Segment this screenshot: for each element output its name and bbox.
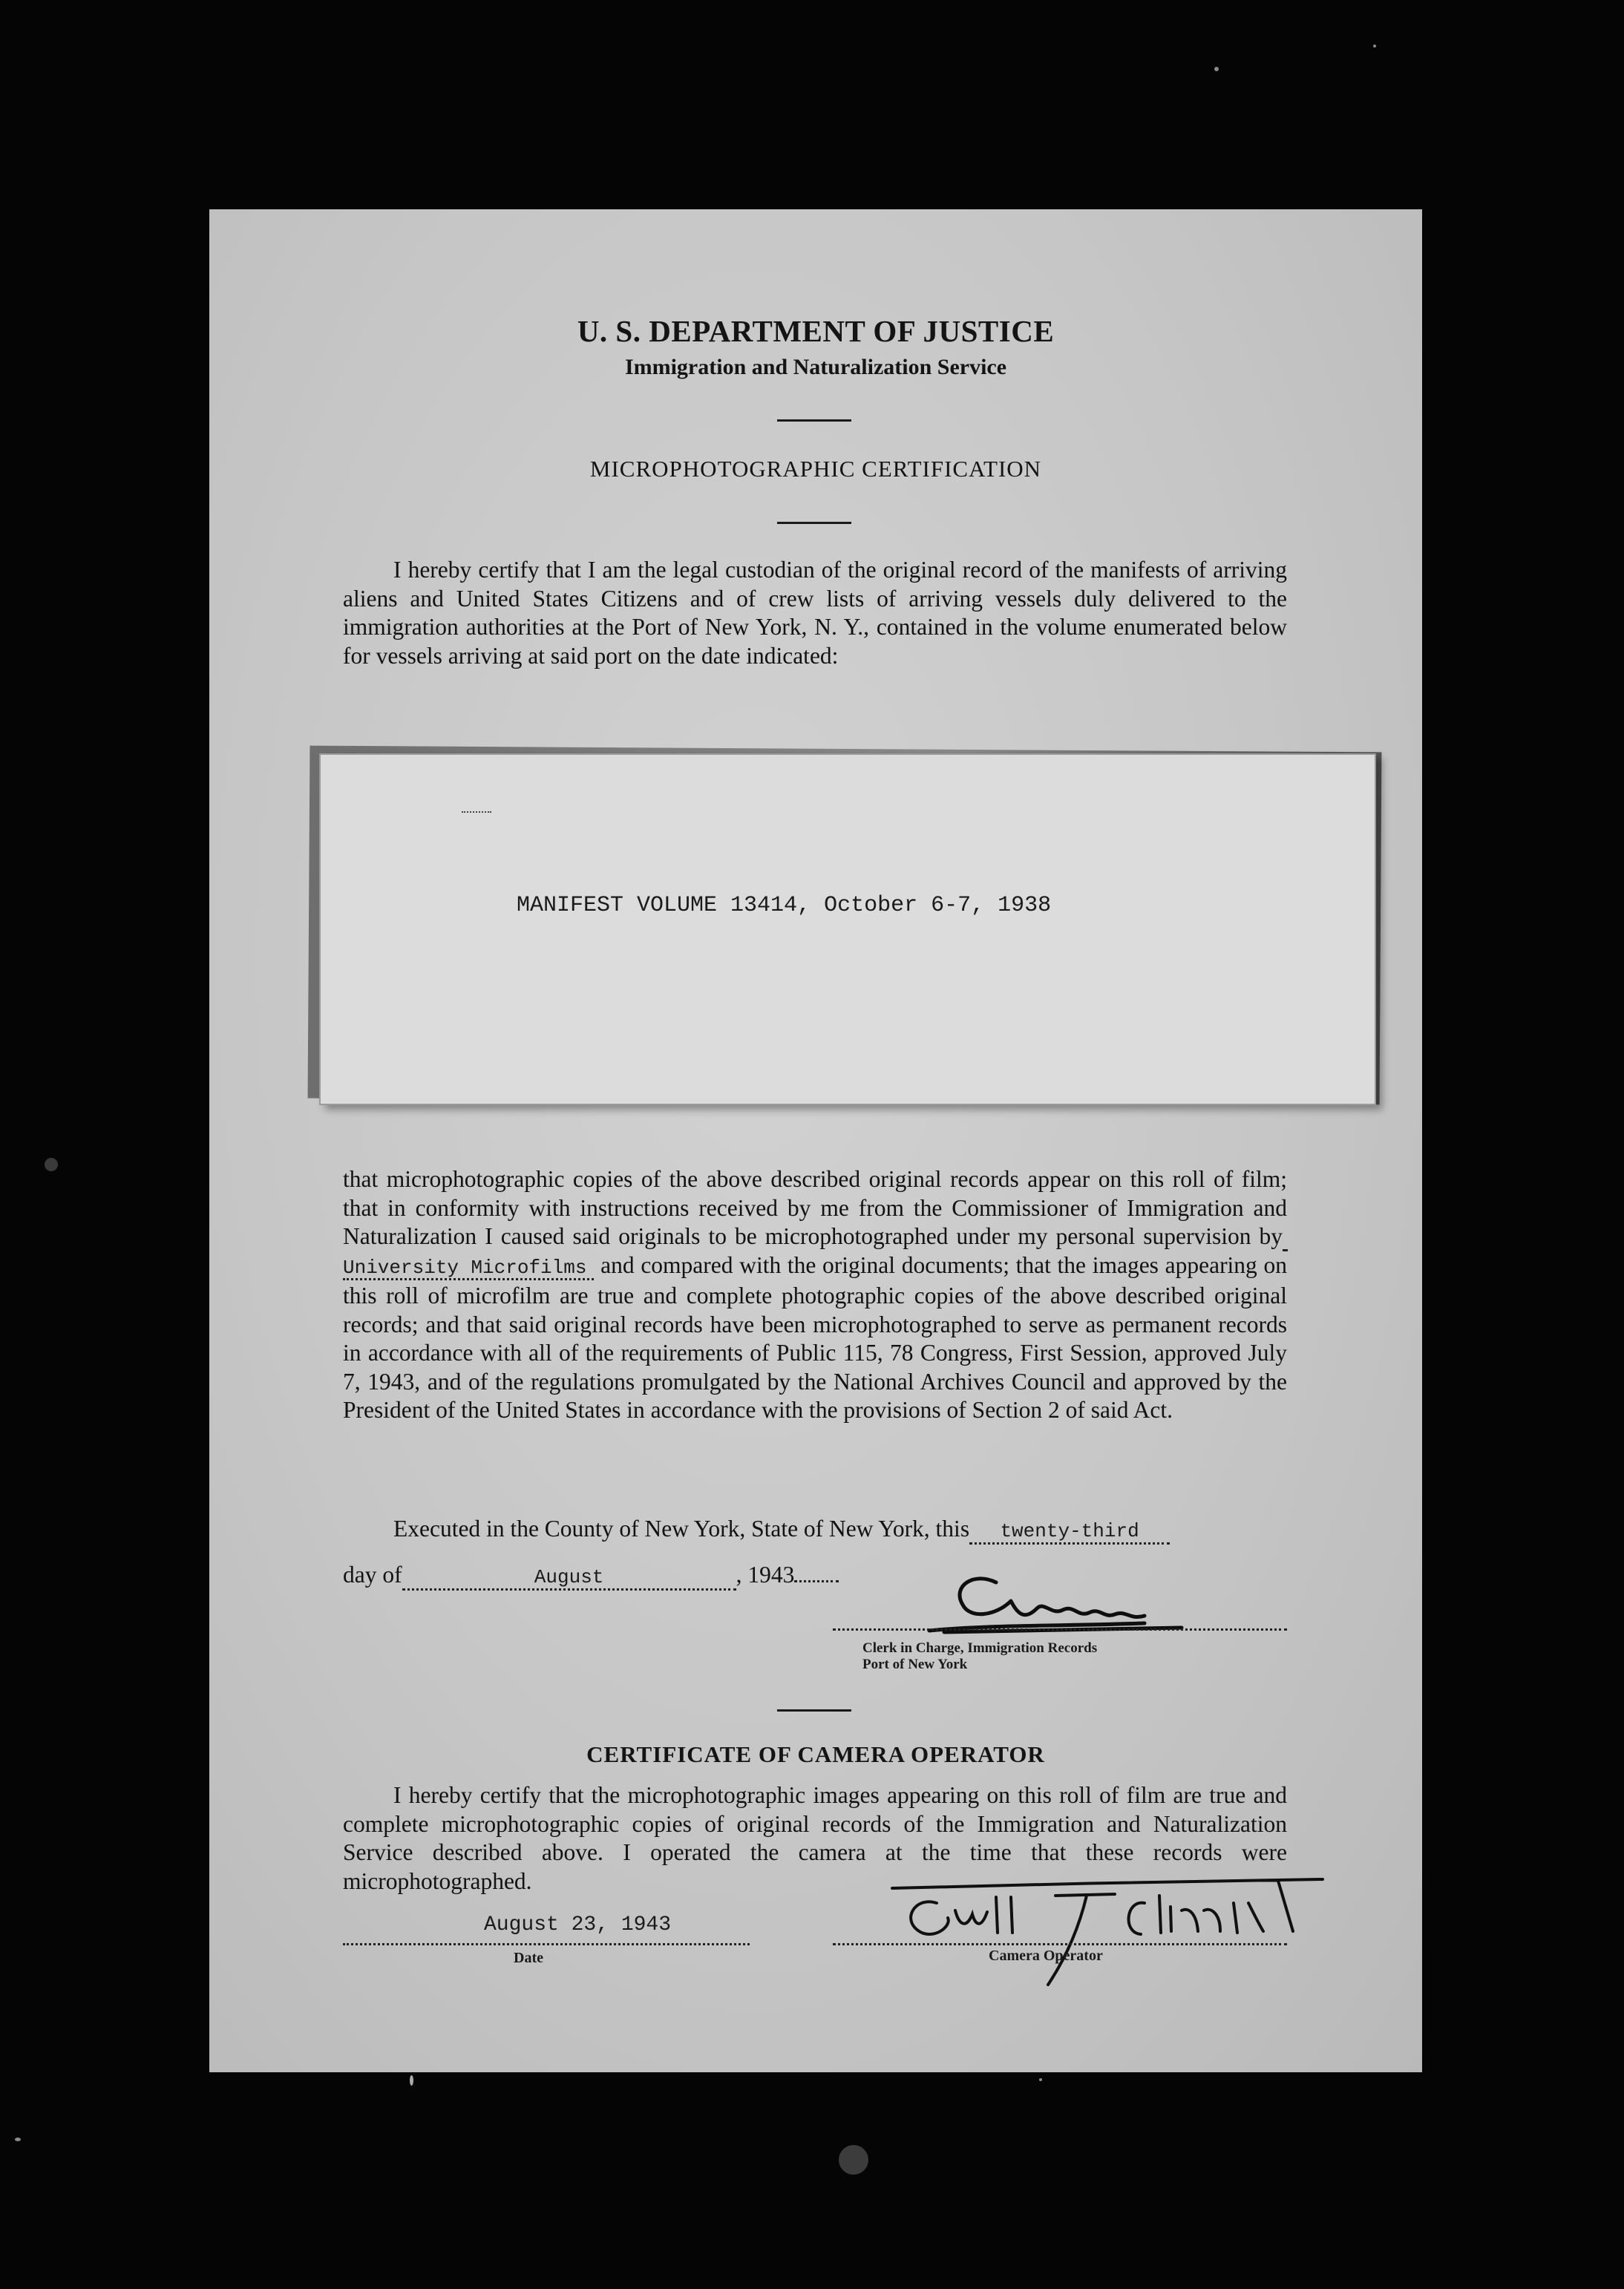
body-paragraph <box>343 1165 1287 1425</box>
clerk-title-line1: Clerk in Charge, Immigration Records <box>862 1640 1098 1656</box>
date-signature-line <box>343 1943 750 1945</box>
body-part1: that microphotographic copies of the above described original records appear on this roll of film; that in conformity with instructions received by me from the Commissioner of Immigration and Naturalization I caused said originals to be microphotographed under my personal supervision by <box>343 1166 1287 1249</box>
day-fill <box>969 1516 1170 1545</box>
supervisor-name: University Microfilms <box>343 1256 587 1279</box>
film-speck <box>1373 45 1376 48</box>
film-speck <box>1039 2078 1042 2081</box>
film-speck <box>410 2075 413 2086</box>
volume-slip <box>319 753 1376 1105</box>
divider <box>777 419 851 422</box>
volume-slip-text: MANIFEST VOLUME 13414, October 6-7, 1938 <box>517 893 1052 918</box>
service-subtitle: Immigration and Naturalization Service <box>624 355 1007 379</box>
slip-mark <box>462 811 491 813</box>
day-of-label: day of <box>343 1562 402 1588</box>
intro-paragraph: I hereby certify that I am the legal custodian of the original record of the manifests of arriving aliens and United States Citizens and of crew lists of arriving vessels duly delivered to the immigration authorities at the Port of New York, N. Y., contained in the volume enumerated below for vessels arriving at said port on the date indicated: <box>343 557 1287 669</box>
camera-operator-signature <box>877 1851 1352 2000</box>
date-label: Date <box>514 1950 543 1966</box>
year-fill <box>794 1580 839 1582</box>
certificate-date: August 23, 1943 <box>484 1913 672 1936</box>
film-speck <box>15 2138 21 2141</box>
clerk-signature-line <box>833 1628 1287 1631</box>
month-fill <box>402 1562 736 1591</box>
execution-month: August <box>534 1566 604 1588</box>
divider <box>777 522 851 524</box>
film-speck <box>839 2145 868 2175</box>
film-speck <box>45 1158 58 1171</box>
clerk-title-line2: Port of New York <box>862 1657 968 1672</box>
camera-operator-label: Camera Operator <box>989 1948 1103 1964</box>
film-speck <box>1214 67 1219 71</box>
certification-title: MICROPHOTOGRAPHIC CERTIFICATION <box>589 456 1042 482</box>
clerk-signature <box>900 1564 1286 1645</box>
camera-certificate-text: I hereby certify that the microphotographic images appearing on this roll of film are true and complete microphotographic copies of original records of the Immigration and Naturalization Service described above. I operated the camera at the time that these records were microphotographed. <box>343 1782 1287 1894</box>
department-title: U. S. DEPARTMENT OF JUSTICE <box>577 314 1055 348</box>
execution-line <box>393 1516 1170 1545</box>
operator-signature-line <box>833 1943 1287 1945</box>
date-line <box>343 1562 839 1591</box>
execution-day: twenty-third <box>1000 1520 1139 1542</box>
certificate-sheet <box>209 209 1422 2072</box>
execution-prefix: Executed in the County of New York, State of New York, this <box>393 1516 970 1542</box>
divider <box>777 1709 851 1712</box>
body-part2: and compared with the original documents; that the images appearing on this roll of microfilm are true and complete photographic copies of the above described original records; and that said original records have been microphotographed to serve as permanent records in accordance with all of the requirements of Public 115, 78 Congress, First Session, approved July 7, 1943, and of the regulations promulgated by the National Archives Council and approved by the President of the United States in accordance with the provisions of Section 2 of said Act. <box>343 1251 1287 1423</box>
execution-year: , 1943 <box>736 1562 795 1588</box>
camera-certificate-title: CERTIFICATE OF CAMERA OPERATOR <box>586 1741 1045 1767</box>
